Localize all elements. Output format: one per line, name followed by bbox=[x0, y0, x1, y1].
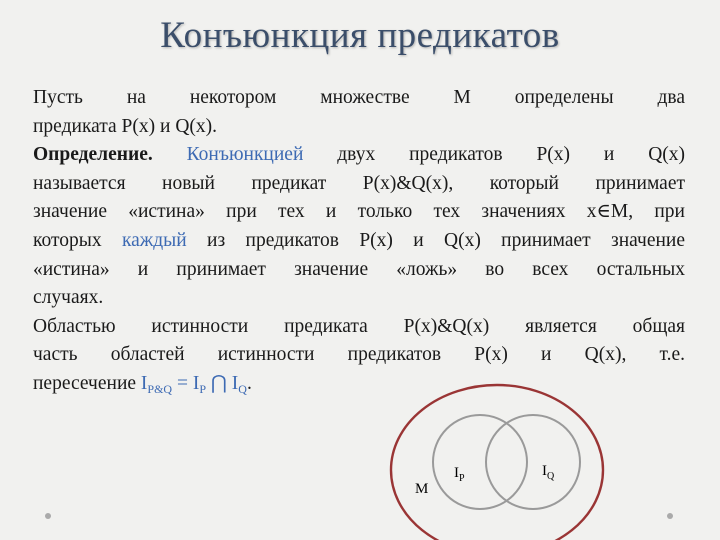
para1-line2: предиката P(x) и Q(x). bbox=[33, 115, 218, 137]
word: некотором bbox=[189, 87, 277, 108]
word: предикатов P(x) bbox=[409, 144, 571, 166]
text: из предикатов P(x) и Q(x) принимает значение bbox=[207, 229, 686, 251]
set-q-circle bbox=[486, 415, 580, 509]
set-p-label bbox=[454, 465, 465, 484]
definition-line2: называется новый предикат P(x)&Q(x), который принимает bbox=[33, 172, 685, 194]
word: определены bbox=[514, 87, 614, 108]
truth-line1: Областью истинности предиката P(x)&Q(x) является общая bbox=[33, 315, 685, 337]
formula-sub: P&Q bbox=[147, 381, 173, 396]
word: двух bbox=[337, 144, 376, 166]
formula-part: I bbox=[140, 372, 148, 394]
definition-line6: случаях. bbox=[33, 287, 104, 309]
set-m-ellipse bbox=[391, 385, 603, 540]
definition-label: Определение. bbox=[33, 144, 153, 166]
set-m-label: M bbox=[415, 481, 429, 497]
formula-sub: Q bbox=[238, 381, 247, 396]
formula-part: = I bbox=[176, 372, 200, 394]
word: и Q(x) bbox=[603, 144, 686, 166]
formula-part: I bbox=[231, 372, 239, 394]
text: . bbox=[246, 372, 252, 394]
label-main: I bbox=[542, 463, 547, 479]
formula-sub: P bbox=[199, 381, 207, 396]
word: на bbox=[126, 87, 146, 108]
word: Пусть bbox=[33, 87, 83, 108]
intersection-symbol: ⋂ bbox=[210, 372, 227, 394]
label-main: I bbox=[454, 465, 459, 481]
truth-line2: часть областей истинности предикатов P(x) и Q(x), т.е. bbox=[33, 344, 685, 366]
set-p-circle bbox=[433, 415, 527, 509]
set-q-label bbox=[542, 463, 555, 482]
slide-title: Конъюнкция предикатов bbox=[160, 15, 560, 56]
label-sub: Q bbox=[547, 471, 555, 482]
label-sub: P bbox=[459, 473, 465, 484]
text: которых bbox=[33, 229, 102, 251]
text: пересечение bbox=[33, 372, 137, 394]
definition-line5: «истина» и принимает значение «ложь» во всех остальных bbox=[33, 258, 685, 280]
definition-term: Конъюнкцией bbox=[186, 144, 304, 166]
definition-line3: значение «истина» при тех и только тех значениях x∈M, при bbox=[33, 201, 685, 223]
emphasis-each: каждый bbox=[121, 229, 187, 251]
word: множестве М bbox=[320, 87, 471, 108]
decor-dot-left bbox=[45, 513, 51, 519]
decor-dot-right bbox=[667, 513, 673, 519]
word: два bbox=[657, 87, 686, 108]
